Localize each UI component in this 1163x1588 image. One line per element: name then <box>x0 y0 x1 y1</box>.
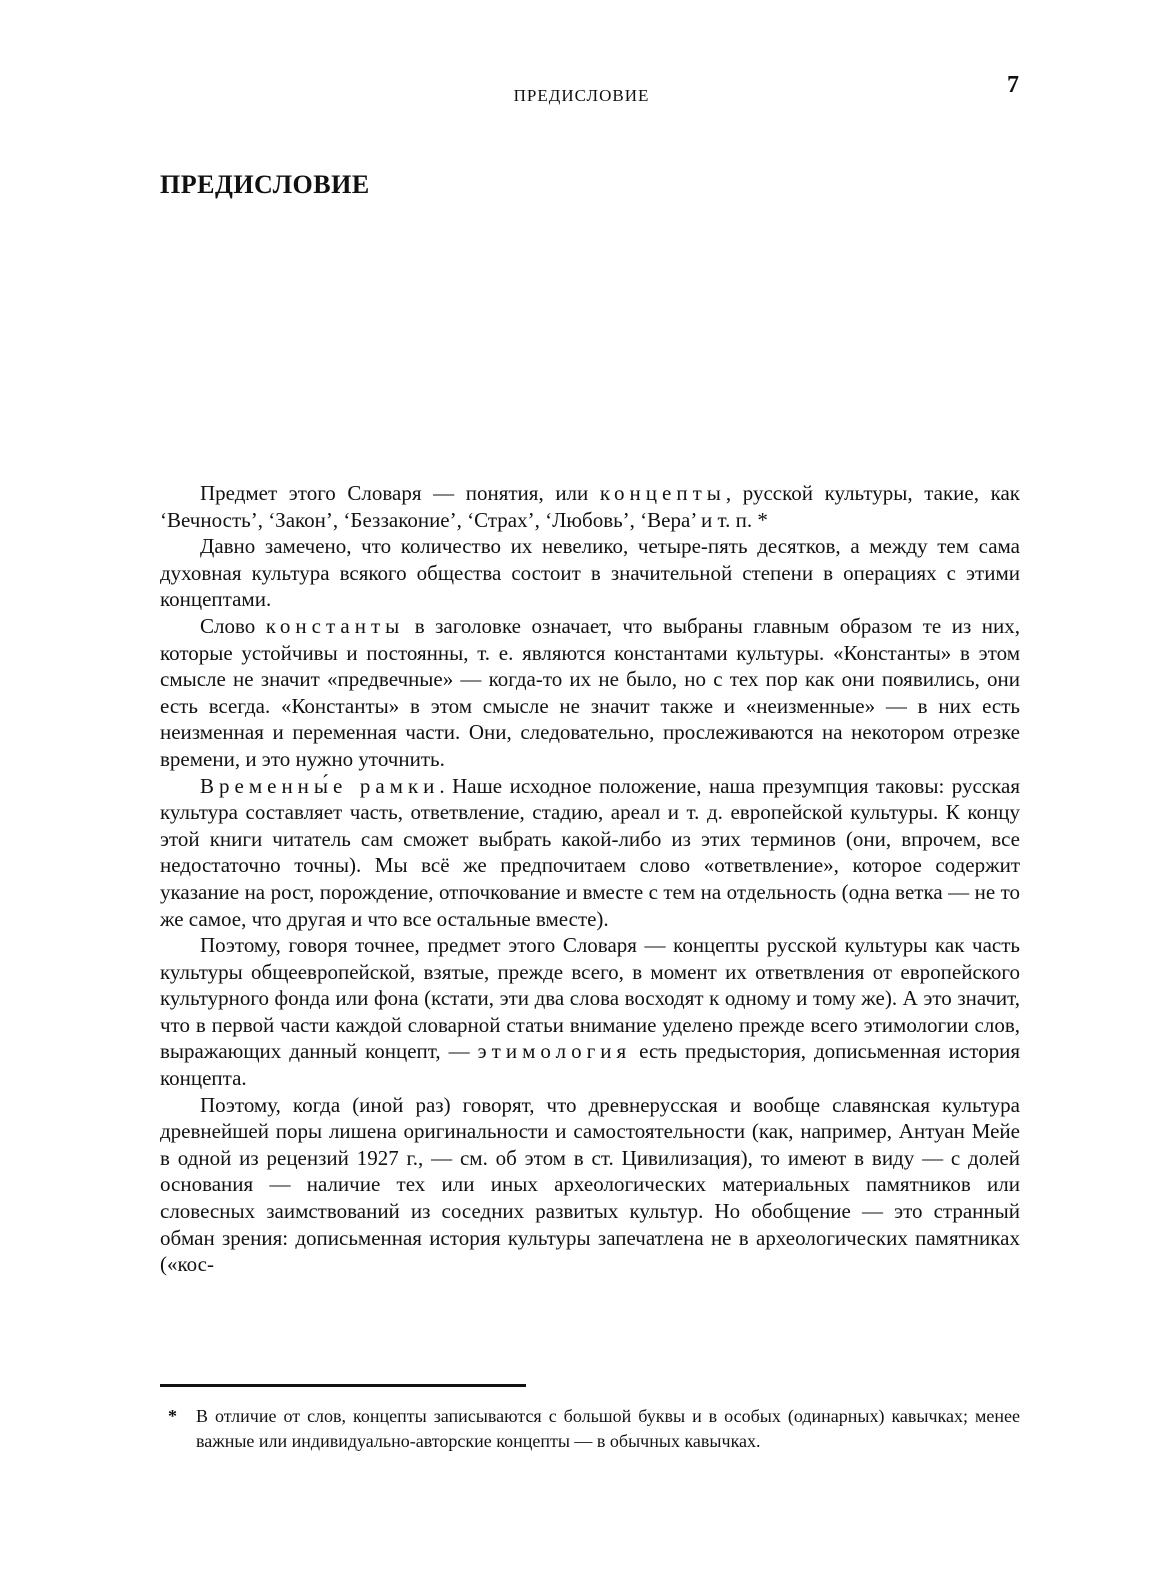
paragraph-3-rest: в заголовке означает, что выбраны главным образом те из них, которые устойчивы и постоянны, т. е. являются константами культуры. «Константы» в этом смысле не значит «предвечные» — когда-то их не было, но с тех пор как они появились, они есть всегда. «Константы» в этом смысле не значит также и «неизменные» — в них есть неизменная и переменная части. Они, следовательно, прослеживаются на некотором отрезке времени, и это нужно уточнить. <box>160 613 1020 771</box>
paragraph-4 <box>160 773 1020 933</box>
paragraph-1-rest: , русской культуры, такие, как ‘Вечность’, ‘Закон’, ‘Беззаконие’, ‘Страх’, ‘Любовь’, ‘Вера’ и т. п. * <box>160 481 1020 532</box>
chapter-title: ПРЕДИСЛОВИЕ <box>160 170 370 199</box>
paragraph-5 <box>160 932 1020 1092</box>
footnote-text: В отличие от слов, концепты записываются с большой буквы и в особых (одинарных) кавычках; менее важные или индивидуально-авторские концепты — в обычных кавычках. <box>196 1406 1020 1451</box>
paragraph-3 <box>160 613 1020 773</box>
footnote <box>160 1404 1020 1454</box>
paragraph-5-text: Поэтому, говоря точнее, предмет этого Словаря — концепты русской культуры как часть культуры общеевропейской, взятые, прежде всего, в момент их ответвления от европейского культурного фонда или фона (кстати, эти два слова восходят к одному и тому же). А это значит, что в первой части каждой словарной статьи внимание уделено прежде всего этимологии слов, выражающих данный концепт, — <box>160 933 1020 1064</box>
page-number: 7 <box>1007 72 1019 98</box>
term-constants: константы <box>265 613 405 638</box>
paragraph-4-rest: . Наше исходное положение, наша презумпция таковы: русская культура составляет часть, ответвление, стадию, ареал и т. д. европейской культуры. К концу этой книги читатель сам сможет выбрать какой-либо из этих терминов (они, впрочем, все недостаточно точны). Мы всё же предпочитаем слово «ответвление», которое содержит указание на рост, порождение, отпочкование и вместе с тем на отдельность (одна ветка — не то же самое, что другая и что все остальные вместе). <box>160 773 1020 931</box>
paragraph-2: Давно замечено, что количество их невелико, четыре-пять десятков, а между тем сама духовная культура всякого общества состоит в значительной степени в операциях с этими концептами. <box>160 534 1020 612</box>
paragraph-1 <box>160 480 1020 533</box>
term-time-frames: Временны́е рамки <box>200 773 440 798</box>
paragraph-1-text: Предмет этого Словаря — понятия, или <box>200 481 600 505</box>
paragraph-6: Поэтому, когда (иной раз) говорят, что древнерусская и вообще славянская культура древнейшей поры лишена оригинальности и самостоятельности (как, например, Антуан Мейе в одной из рецензий 1927 г., — см. об этом в ст. Цивилизация), то имеют в виду — с долей основания — наличие тех или иных археологических материальных памятников или словесных заимствований из соседних развитых культур. Но обобщение — это странный обман зрения: дописьменная история культуры запечатлена не в археологических памятниках («кос- <box>160 1092 1020 1277</box>
footnote-divider <box>160 1384 526 1387</box>
paragraph-3-text: Слово <box>200 613 266 638</box>
paragraph-5-rest: есть предыстория, дописьменная история концепта. <box>160 1039 1020 1091</box>
footnote-mark: * <box>168 1406 177 1426</box>
term-etymology: этимология <box>477 1039 632 1064</box>
term-concepts: концепты <box>599 481 726 505</box>
running-head: ПРЕДИСЛОВИЕ <box>513 86 650 105</box>
body-text <box>160 480 1020 1278</box>
